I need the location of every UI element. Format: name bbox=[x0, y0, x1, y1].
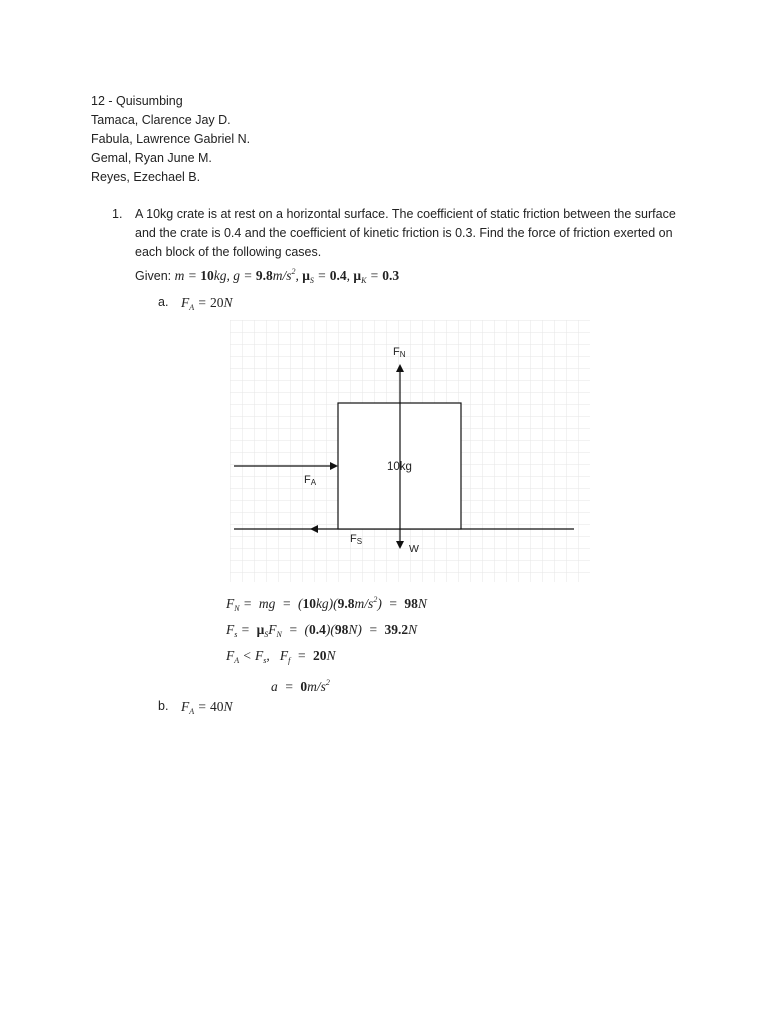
case-a-marker: a. bbox=[158, 295, 169, 309]
case-b-marker: b. bbox=[158, 699, 169, 713]
given-mass: m = 10kg bbox=[174, 268, 227, 283]
case-a-condition: $F_A = 20N$ bbox=[181, 295, 233, 312]
equation-normal-force: $F_N$ = mg = $(10kg)(9.8m/s^2) = 98N$ bbox=[226, 595, 427, 613]
given-line bbox=[135, 266, 399, 286]
member-name: Tamaca, Clarence Jay D. bbox=[91, 113, 231, 127]
given-label: Given: bbox=[135, 269, 172, 283]
free-body-diagram bbox=[230, 320, 590, 582]
problem-statement: A 10kg crate is at rest on a horizontal surface. The coefficient of static friction between the surface and the crate is 0.4 and the coefficient of kinetic friction is 0.3. Find the force of friction exerted on each block of the following cases. bbox=[135, 207, 676, 259]
case-b-condition: $F_A = 40N$ bbox=[181, 699, 233, 716]
friction-force-label: FS bbox=[350, 533, 363, 546]
weight-label: W bbox=[409, 543, 419, 555]
equation-comparison: $F_A < F_s$, $F_f = 20N$ bbox=[226, 648, 336, 665]
given-values: m = 10kg, $g = 9.8m/s^2$, $\mu_S = 0.4$, $\mu_K = 0.3$ bbox=[174, 267, 400, 285]
section-title: 12 - Quisumbing bbox=[91, 94, 183, 108]
member-name: Gemal, Ryan June M. bbox=[91, 151, 212, 165]
problem-number: 1. bbox=[112, 207, 123, 221]
given-gravity: $g = 9.8m/s^2$ bbox=[233, 267, 296, 283]
member-name: Reyes, Ezechael B. bbox=[91, 170, 201, 184]
given-mu-kinetic: $\mu_K = 0.3$ bbox=[353, 268, 400, 285]
given-mu-static: $\mu_S = 0.4$ bbox=[302, 268, 347, 285]
crate-mass-label: 10kg bbox=[387, 461, 412, 473]
member-name: Fabula, Lawrence Gabriel N. bbox=[91, 132, 251, 146]
applied-force-label: FA bbox=[304, 474, 317, 487]
equation-acceleration: $a = 0m/s^2$ bbox=[271, 678, 330, 694]
equation-static-friction: $F_s = \mu_SF_N = (0.4)(98N) = 39.2N$ bbox=[226, 622, 418, 639]
normal-force-label: FN bbox=[393, 346, 406, 359]
